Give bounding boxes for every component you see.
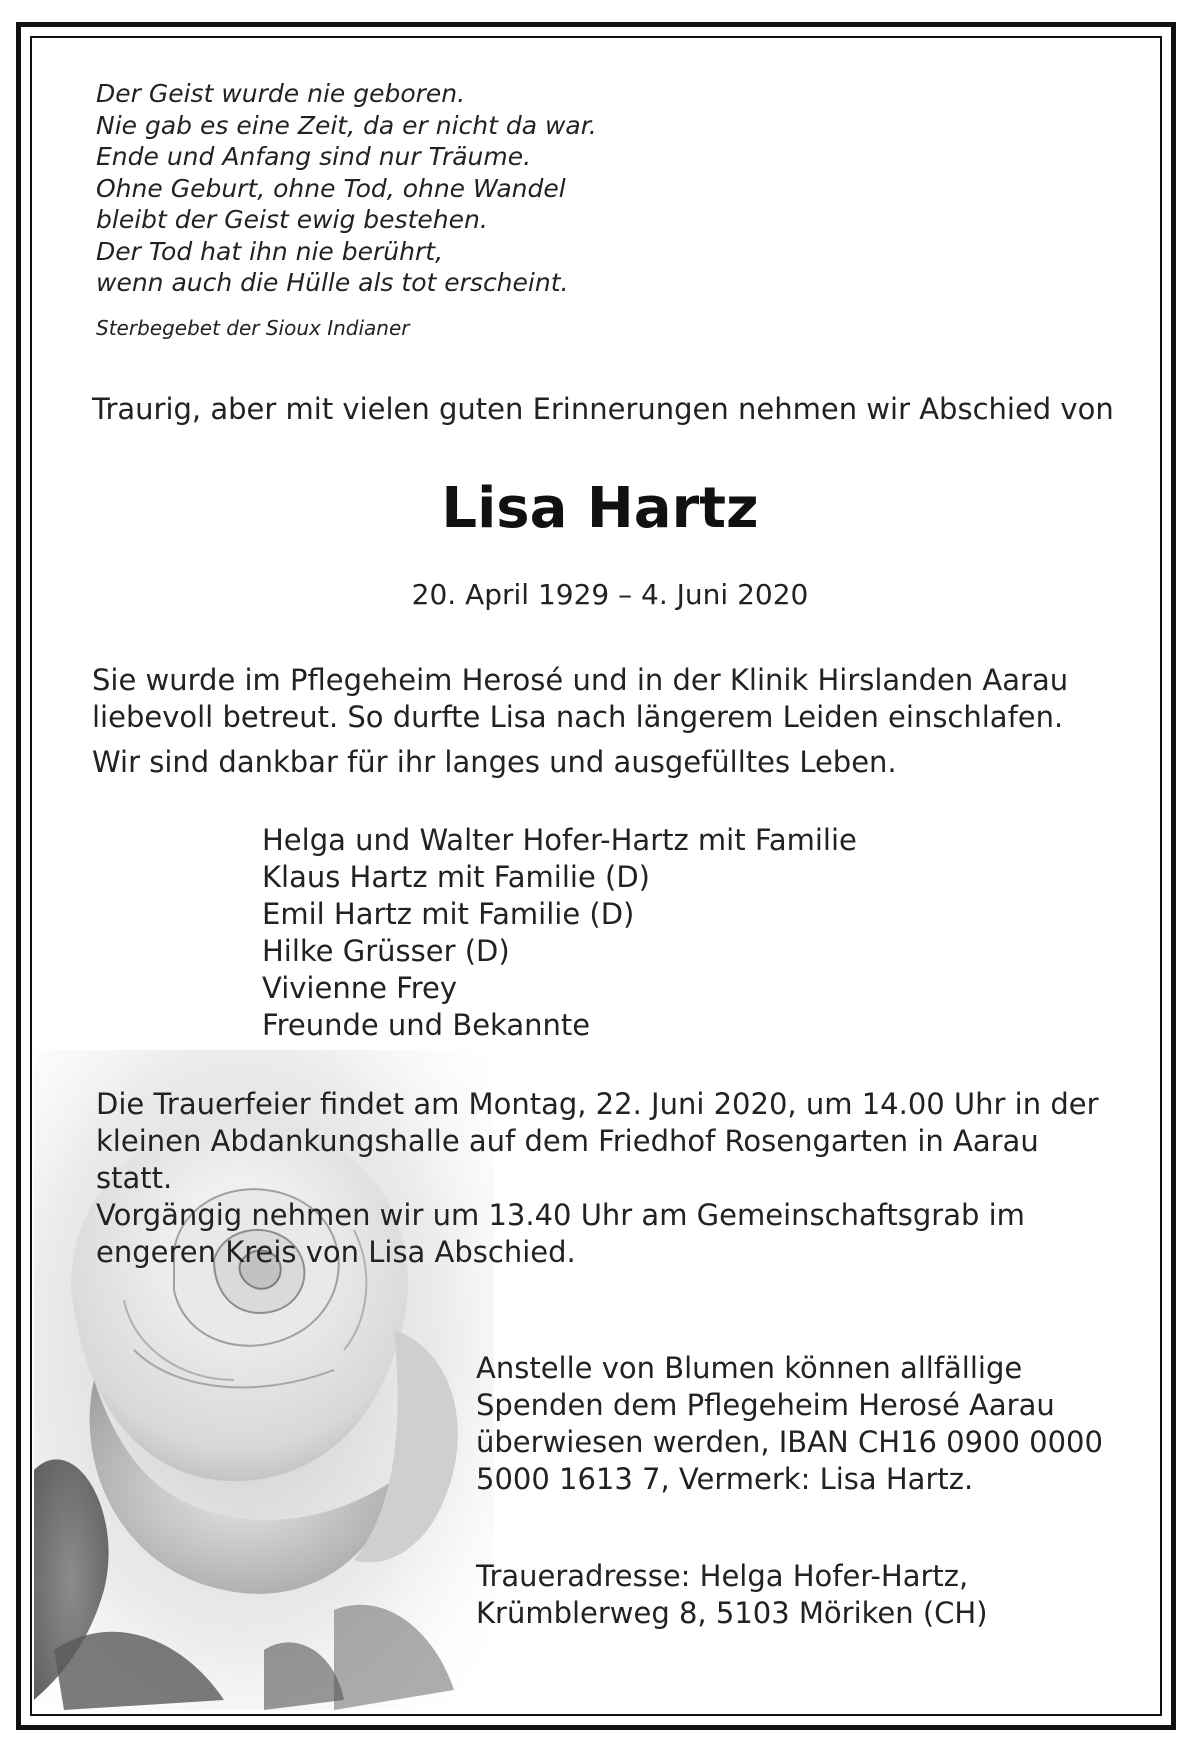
- mourner-item: Emil Hartz mit Familie (D): [262, 897, 635, 931]
- poem-line: Der Geist wurde nie geboren.: [96, 79, 466, 108]
- mourner-item: Klaus Hartz mit Familie (D): [262, 860, 650, 894]
- paragraph-line: Vorgängig nehmen wir um 13.40 Uhr am Gemeinschaftsgrab im: [96, 1198, 1025, 1232]
- paragraph-line: Anstelle von Blumen können allfällige: [476, 1351, 1023, 1385]
- deceased-name: Lisa Hartz: [441, 476, 759, 541]
- paragraph-line: statt.: [96, 1161, 173, 1195]
- poem-line: Nie gab es eine Zeit, da er nicht da war.: [96, 110, 597, 140]
- paragraph-line: engeren Kreis von Lisa Abschied.: [96, 1235, 576, 1269]
- poem-line: Ohne Geburt, ohne Tod, ohne Wandel: [96, 173, 566, 203]
- poem-line: wenn auch die Hülle als tot erscheint.: [96, 268, 569, 297]
- poem-line: bleibt der Geist ewig bestehen.: [96, 205, 488, 234]
- poem: [96, 78, 597, 299]
- paragraph-line: überwiesen werden, IBAN CH16 0900 0000: [476, 1425, 1103, 1459]
- poem-line: Ende und Anfang sind nur Träume.: [96, 142, 532, 171]
- paragraph-line: Krümblerweg 8, 5103 Möriken (CH): [476, 1596, 988, 1630]
- poem-line: Der Tod hat ihn nie berührt,: [96, 236, 444, 266]
- paragraph-line: Traueradresse: Helga Hofer-Hartz,: [476, 1559, 969, 1593]
- mourner-item: Freunde und Bekannte: [262, 1008, 591, 1042]
- gratitude-paragraph: [92, 744, 897, 781]
- paragraph-line: Wir sind dankbar für ihr langes und ausgefülltes Leben.: [92, 745, 897, 779]
- paragraph-line: Sie wurde im Pflegeheim Herosé und in der Klinik Hirslanden Aarau: [92, 663, 1069, 697]
- paragraph-line: liebevoll betreut. So durfte Lisa nach längerem Leiden einschlafen.: [92, 700, 1064, 734]
- ceremony-paragraph: [96, 1086, 1099, 1271]
- poem-source: Sterbegebet der Sioux Indianer: [96, 316, 410, 340]
- mourners-list: [262, 822, 857, 1044]
- paragraph-line: Spenden dem Pflegeheim Herosé Aarau: [476, 1388, 1055, 1422]
- mourner-item: Helga und Walter Hofer-Hartz mit Familie: [262, 823, 857, 857]
- mourner-item: Vivienne Frey: [262, 971, 457, 1005]
- mourner-item: Hilke Grüsser (D): [262, 934, 510, 968]
- paragraph-line: Die Trauerfeier findet am Montag, 22. Juni 2020, um 14.00 Uhr in der: [96, 1087, 1099, 1121]
- paragraph-line: kleinen Abdankungshalle auf dem Friedhof Rosengarten in Aarau: [96, 1124, 1039, 1158]
- mourning-address: [476, 1558, 988, 1632]
- life-dates: 20. April 1929 – 4. Juni 2020: [411, 578, 809, 611]
- paragraph-line: 5000 1613 7, Vermerk: Lisa Hartz.: [476, 1462, 974, 1496]
- donation-paragraph: [476, 1350, 1103, 1498]
- farewell-intro: Traurig, aber mit vielen guten Erinnerungen nehmen wir Abschied von: [92, 392, 1114, 426]
- care-paragraph: [92, 662, 1068, 736]
